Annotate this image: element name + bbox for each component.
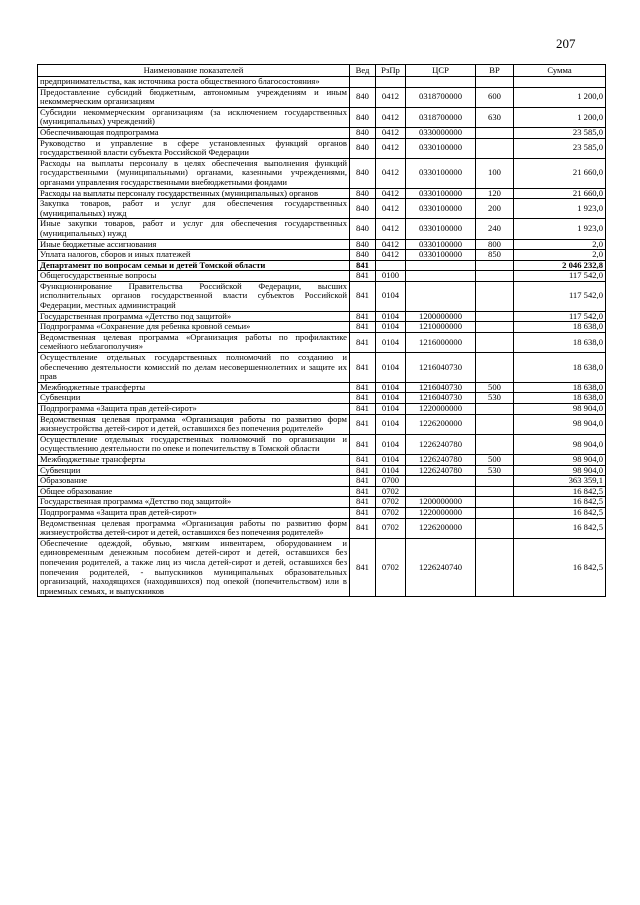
cell-ved [350,77,376,88]
cell-vr: 530 [476,393,514,404]
cell-vr [476,497,514,508]
table-row [38,127,606,138]
cell-ved: 841 [350,476,376,487]
cell-rzpr: 0412 [376,219,406,239]
cell-sum: 18 638,0 [514,322,606,333]
cell-vr [476,414,514,434]
cell-ved: 840 [350,138,376,158]
cell-csr: 1216040730 [406,353,476,383]
cell-ved: 841 [350,404,376,415]
header-vr: ВР [476,65,514,77]
cell-vr [476,518,514,538]
table-row [38,393,606,404]
cell-vr [476,281,514,311]
cell-csr: 1226240780 [406,454,476,465]
cell-sum: 23 585,0 [514,138,606,158]
cell-rzpr: 0104 [376,454,406,465]
cell-rzpr: 0104 [376,332,406,352]
cell-rzpr: 0412 [376,158,406,188]
cell-vr [476,260,514,271]
table-row [38,332,606,352]
cell-rzpr: 0104 [376,434,406,454]
cell-sum: 23 585,0 [514,127,606,138]
cell-name: Межбюджетные трансферты [38,454,350,465]
cell-sum: 363 359,1 [514,476,606,487]
cell-ved: 840 [350,250,376,261]
cell-name: Иные бюджетные ассигнования [38,239,350,250]
cell-sum: 2,0 [514,239,606,250]
table-row [38,158,606,188]
table-row [38,382,606,393]
cell-sum: 2 046 232,8 [514,260,606,271]
cell-ved: 840 [350,199,376,219]
cell-rzpr: 0702 [376,518,406,538]
cell-name: Подпрограмма «Сохранение для ребенка кровной семьи» [38,322,350,333]
table-row [38,322,606,333]
cell-csr [406,281,476,311]
cell-csr: 1226200000 [406,414,476,434]
cell-name: Департамент по вопросам семьи и детей Томской области [38,260,350,271]
table-row [38,138,606,158]
cell-vr [476,538,514,597]
cell-ved: 841 [350,465,376,476]
cell-ved: 841 [350,414,376,434]
header-sum: Сумма [514,65,606,77]
cell-name: Осуществление отдельных государственных полномочий по организации и осуществлению деятельности по опеке и попечительству в Томской области [38,434,350,454]
cell-vr [476,353,514,383]
table-row [38,476,606,487]
table-row [38,353,606,383]
cell-name: Ведомственная целевая программа «Организация работы по профилактике семейного неблагополучия» [38,332,350,352]
table-row [38,260,606,271]
header-csr: ЦСР [406,65,476,77]
cell-rzpr: 0412 [376,87,406,107]
table-row [38,518,606,538]
table-row [38,507,606,518]
cell-vr [476,332,514,352]
table-row [38,486,606,497]
cell-csr: 1226240780 [406,434,476,454]
cell-vr [476,404,514,415]
cell-csr: 0330000000 [406,127,476,138]
cell-name: Ведомственная целевая программа «Организация работы по развитию форм жизнеустройства детей-сирот и детей, оставшихся без попечения родителей» [38,518,350,538]
cell-sum: 98 904,0 [514,414,606,434]
cell-vr: 120 [476,188,514,199]
cell-rzpr: 0104 [376,404,406,415]
cell-ved: 841 [350,281,376,311]
cell-name: Закупка товаров, работ и услуг для обеспечения государственных (муниципальных) нужд [38,199,350,219]
cell-ved: 841 [350,322,376,333]
cell-ved: 840 [350,239,376,250]
header-name: Наименование показателей [38,65,350,77]
cell-csr: 1216040730 [406,382,476,393]
cell-rzpr [376,77,406,88]
cell-rzpr: 0700 [376,476,406,487]
cell-sum: 117 542,0 [514,311,606,322]
cell-ved: 841 [350,434,376,454]
cell-vr: 200 [476,199,514,219]
cell-name: Подпрограмма «Защита прав детей-сирот» [38,507,350,518]
cell-ved: 841 [350,353,376,383]
cell-sum: 16 842,5 [514,497,606,508]
cell-sum: 16 842,5 [514,518,606,538]
cell-ved: 840 [350,87,376,107]
header-rzpr: РзПр [376,65,406,77]
cell-sum: 18 638,0 [514,353,606,383]
cell-ved: 840 [350,188,376,199]
cell-vr [476,138,514,158]
cell-rzpr: 0412 [376,138,406,158]
cell-vr: 800 [476,239,514,250]
header-ved: Вед [350,65,376,77]
cell-vr: 600 [476,87,514,107]
cell-ved: 840 [350,107,376,127]
table-row [38,497,606,508]
cell-sum [514,77,606,88]
cell-sum: 16 842,5 [514,486,606,497]
cell-csr: 0330100000 [406,138,476,158]
cell-csr: 0318700000 [406,107,476,127]
cell-ved: 840 [350,158,376,188]
cell-name: Расходы на выплаты персоналу в целях обеспечения выполнения функций государственными (муниципальными) органами, казенными учреждениями, органами управления государственными внебюджетными фондами [38,158,350,188]
cell-csr: 1200000000 [406,311,476,322]
cell-vr [476,127,514,138]
budget-table [37,64,606,597]
cell-csr: 1226240740 [406,538,476,597]
cell-vr: 630 [476,107,514,127]
cell-name: Обеспечивающая подпрограмма [38,127,350,138]
table-row [38,271,606,282]
cell-name: Уплата налогов, сборов и иных платежей [38,250,350,261]
cell-rzpr: 0100 [376,271,406,282]
cell-rzpr: 0412 [376,199,406,219]
cell-csr: 0330100000 [406,158,476,188]
cell-vr [476,311,514,322]
table-row [38,538,606,597]
cell-vr: 530 [476,465,514,476]
cell-ved: 841 [350,311,376,322]
cell-name: Функционирование Правительства Российской Федерации, высших исполнительных органов государственной власти субъектов Российской Федерации, местных администраций [38,281,350,311]
cell-rzpr: 0412 [376,107,406,127]
cell-name: Осуществление отдельных государственных полномочий по созданию и обеспечению деятельности комиссий по делам несовершеннолетних и защите их прав [38,353,350,383]
cell-name: Государственная программа «Детство под защитой» [38,497,350,508]
table-row [38,239,606,250]
cell-sum: 18 638,0 [514,382,606,393]
cell-csr: 0330100000 [406,239,476,250]
cell-vr [476,486,514,497]
cell-vr: 500 [476,382,514,393]
cell-sum: 1 923,0 [514,199,606,219]
cell-name: Межбюджетные трансферты [38,382,350,393]
cell-csr [406,260,476,271]
cell-name: Общегосударственные вопросы [38,271,350,282]
cell-name: Иные закупки товаров, работ и услуг для обеспечения государственных (муниципальных) нужд [38,219,350,239]
cell-csr [406,476,476,487]
cell-vr: 100 [476,158,514,188]
cell-rzpr: 0412 [376,127,406,138]
page-number: 207 [556,36,576,51]
cell-csr [406,486,476,497]
cell-sum: 98 904,0 [514,404,606,415]
cell-sum: 98 904,0 [514,434,606,454]
cell-csr: 1216040730 [406,393,476,404]
cell-sum: 2,0 [514,250,606,261]
table-row [38,219,606,239]
cell-sum: 1 923,0 [514,219,606,239]
cell-rzpr: 0412 [376,188,406,199]
cell-name: Субсидии некоммерческим организациям (за исключением государственных (муниципальных) учреждений) [38,107,350,127]
cell-csr: 0330100000 [406,219,476,239]
cell-vr [476,77,514,88]
cell-ved: 841 [350,260,376,271]
cell-ved: 841 [350,454,376,465]
cell-sum: 18 638,0 [514,332,606,352]
cell-ved: 841 [350,538,376,597]
cell-rzpr: 0104 [376,311,406,322]
cell-csr: 0330100000 [406,199,476,219]
cell-name: Ведомственная целевая программа «Организация работы по развитию форм жизнеустройства детей-сирот и детей, оставшихся без попечения родителей» [38,414,350,434]
table-row [38,281,606,311]
cell-csr: 1226200000 [406,518,476,538]
cell-name: Государственная программа «Детство под защитой» [38,311,350,322]
cell-vr [476,271,514,282]
table-row [38,250,606,261]
cell-rzpr [376,260,406,271]
cell-sum: 18 638,0 [514,393,606,404]
cell-name: Субвенции [38,393,350,404]
cell-vr [476,322,514,333]
cell-rzpr: 0104 [376,322,406,333]
cell-ved: 841 [350,486,376,497]
cell-ved: 841 [350,518,376,538]
table-body [38,77,606,597]
cell-csr: 1216000000 [406,332,476,352]
cell-sum: 21 660,0 [514,158,606,188]
cell-csr [406,271,476,282]
cell-rzpr: 0702 [376,486,406,497]
table-row [38,465,606,476]
cell-name: Предоставление субсидий бюджетным, автономным учреждениям и иным некоммерческим организациям [38,87,350,107]
cell-ved: 841 [350,271,376,282]
cell-ved: 841 [350,507,376,518]
cell-vr: 850 [476,250,514,261]
cell-csr: 1200000000 [406,497,476,508]
cell-vr [476,434,514,454]
table-row [38,77,606,88]
cell-name: предпринимательства, как источника роста общественного благосостояния» [38,77,350,88]
cell-rzpr: 0104 [376,353,406,383]
table-row [38,454,606,465]
cell-sum: 1 200,0 [514,107,606,127]
cell-csr: 0330100000 [406,250,476,261]
cell-rzpr: 0702 [376,538,406,597]
cell-name: Руководство и управление в сфере установленных функций органов государственной власти субъекта Российской Федерации [38,138,350,158]
cell-csr: 1220000000 [406,404,476,415]
table-header-row [38,65,606,77]
cell-sum: 16 842,5 [514,538,606,597]
table-row [38,199,606,219]
cell-name: Общее образование [38,486,350,497]
cell-name: Образование [38,476,350,487]
cell-name: Подпрограмма «Защита прав детей-сирот» [38,404,350,415]
cell-vr [476,507,514,518]
table-row [38,188,606,199]
cell-name: Обеспечение одеждой, обувью, мягким инвентарем, оборудованием и единовременным денежным пособием детей-сирот и детей, оставшихся без попечения родителей, а также лиц из числа детей-сирот и детей, оставшихся без попечения родителей, - выпускников муниципальных образовательных организаций, находящихся (находившихся) под опекой (попечительством) или в приемных семьях, и выпускников [38,538,350,597]
cell-ved: 841 [350,332,376,352]
cell-name: Расходы на выплаты персоналу государственных (муниципальных) органов [38,188,350,199]
cell-sum: 117 542,0 [514,271,606,282]
cell-csr: 1210000000 [406,322,476,333]
cell-vr [476,476,514,487]
cell-rzpr: 0702 [376,497,406,508]
cell-sum: 98 904,0 [514,465,606,476]
cell-sum: 117 542,0 [514,281,606,311]
cell-rzpr: 0104 [376,382,406,393]
table-row [38,87,606,107]
cell-ved: 840 [350,219,376,239]
cell-sum: 21 660,0 [514,188,606,199]
cell-csr: 1220000000 [406,507,476,518]
cell-ved: 840 [350,127,376,138]
cell-csr [406,77,476,88]
cell-vr: 500 [476,454,514,465]
cell-sum: 1 200,0 [514,87,606,107]
cell-rzpr: 0412 [376,250,406,261]
cell-csr: 1226240780 [406,465,476,476]
cell-vr: 240 [476,219,514,239]
cell-ved: 841 [350,393,376,404]
cell-rzpr: 0104 [376,393,406,404]
table-row [38,107,606,127]
cell-ved: 841 [350,497,376,508]
table-row [38,404,606,415]
cell-rzpr: 0104 [376,281,406,311]
table-row [38,311,606,322]
cell-rzpr: 0104 [376,414,406,434]
table-row [38,434,606,454]
cell-csr: 0330100000 [406,188,476,199]
cell-rzpr: 0702 [376,507,406,518]
cell-rzpr: 0104 [376,465,406,476]
table-row [38,414,606,434]
cell-ved: 841 [350,382,376,393]
cell-csr: 0318700000 [406,87,476,107]
cell-rzpr: 0412 [376,239,406,250]
cell-sum: 98 904,0 [514,454,606,465]
cell-sum: 16 842,5 [514,507,606,518]
cell-name: Субвенции [38,465,350,476]
